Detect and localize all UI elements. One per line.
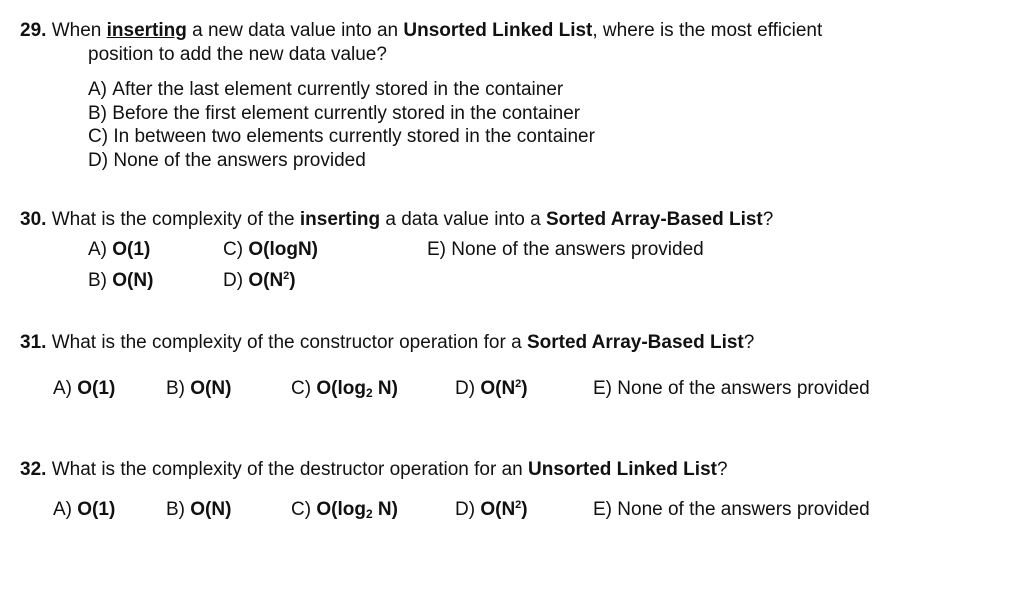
option-31-b[interactable] bbox=[166, 378, 231, 400]
option-31-e[interactable] bbox=[593, 378, 870, 400]
option-text: O(1) bbox=[77, 499, 116, 520]
stem-emphasis: Sorted Array-Based List bbox=[526, 332, 744, 353]
option-letter: D) bbox=[88, 150, 109, 171]
option-letter: C) bbox=[223, 239, 244, 260]
option-30-c[interactable] bbox=[223, 239, 318, 261]
option-letter: D) bbox=[455, 499, 476, 520]
option-letter: B) bbox=[166, 378, 185, 399]
option-29-d[interactable] bbox=[88, 150, 366, 172]
question-29-stem-line2: position to add the new data value? bbox=[88, 44, 387, 65]
stem-emphasis: Sorted Array-Based List bbox=[545, 209, 763, 230]
option-letter: D) bbox=[223, 270, 244, 291]
stem-text: What is the complexity of the destructor operation for an bbox=[46, 459, 528, 480]
option-30-e[interactable] bbox=[427, 239, 704, 261]
option-29-c[interactable] bbox=[88, 126, 595, 148]
option-letter: C) bbox=[291, 499, 312, 520]
option-letter: A) bbox=[53, 499, 72, 520]
stem-emphasis: Unsorted Linked List bbox=[528, 459, 717, 480]
option-text: O(logN) bbox=[248, 239, 318, 260]
question-32-stem bbox=[20, 459, 728, 481]
stem-emphasis: Unsorted Linked List bbox=[403, 20, 593, 41]
option-31-d[interactable] bbox=[455, 378, 528, 400]
option-text: $O(\log_2$ N) bbox=[316, 499, 398, 521]
stem-text: ? bbox=[743, 332, 755, 353]
question-number: 29. bbox=[20, 20, 47, 41]
option-30-a[interactable] bbox=[88, 239, 150, 261]
option-letter: B) bbox=[88, 103, 107, 124]
option-text: None of the answers provided bbox=[113, 150, 366, 171]
option-text: None of the answers provided bbox=[617, 378, 870, 399]
stem-text: What is the complexity of the bbox=[46, 209, 300, 230]
option-32-e[interactable] bbox=[593, 499, 870, 521]
stem-text: ? bbox=[716, 459, 728, 480]
question-number: 30. bbox=[20, 209, 47, 230]
option-text: O(N) bbox=[190, 378, 232, 399]
option-text: O(1) bbox=[112, 239, 151, 260]
option-text: O(N) bbox=[190, 499, 232, 520]
option-letter: C) bbox=[88, 126, 109, 147]
option-text: Before the first element currently stored in the container bbox=[112, 103, 581, 124]
option-32-b[interactable] bbox=[166, 499, 231, 521]
question-number: 31. bbox=[20, 332, 47, 353]
question-30-stem bbox=[20, 209, 773, 231]
stem-text: a data value into a bbox=[380, 209, 546, 230]
option-letter: A) bbox=[88, 239, 107, 260]
option-29-b[interactable] bbox=[88, 103, 580, 125]
option-text: O(1) bbox=[77, 378, 116, 399]
option-letter: C) bbox=[291, 378, 312, 399]
stem-text: ? bbox=[762, 209, 774, 230]
stem-emphasis: inserting bbox=[299, 209, 381, 230]
question-29-stem bbox=[20, 20, 822, 42]
option-letter: D) bbox=[455, 378, 476, 399]
option-text: None of the answers provided bbox=[451, 239, 704, 260]
option-text: O(N) bbox=[112, 270, 154, 291]
question-31-stem bbox=[20, 332, 754, 354]
option-32-d[interactable] bbox=[455, 499, 528, 521]
option-32-a[interactable] bbox=[53, 499, 115, 521]
option-31-c[interactable] bbox=[291, 378, 398, 400]
option-32-c[interactable] bbox=[291, 499, 398, 521]
option-letter: E) bbox=[593, 499, 612, 520]
option-letter: B) bbox=[88, 270, 107, 291]
option-text: $O(N^2)$ bbox=[480, 378, 528, 399]
option-30-d[interactable] bbox=[223, 270, 296, 292]
option-letter: E) bbox=[593, 378, 612, 399]
option-letter: B) bbox=[166, 499, 185, 520]
option-text: $O(N^2)$ bbox=[480, 499, 528, 520]
option-text: $O(\log_2$ N) bbox=[316, 378, 398, 400]
option-text: None of the answers provided bbox=[617, 499, 870, 520]
option-31-a[interactable] bbox=[53, 378, 115, 400]
option-letter: E) bbox=[427, 239, 446, 260]
stem-text: When bbox=[51, 20, 107, 41]
stem-text: , where is the most efficient bbox=[592, 20, 823, 41]
option-30-b[interactable] bbox=[88, 270, 153, 292]
option-text: After the last element currently stored in the container bbox=[112, 79, 564, 100]
question-number: 32. bbox=[20, 459, 47, 480]
option-text: In between two elements currently stored in the container bbox=[113, 126, 595, 147]
option-letter: A) bbox=[53, 378, 72, 399]
option-text: $O(N^2)$ bbox=[248, 270, 296, 291]
stem-text: What is the complexity of the constructor operation for a bbox=[46, 332, 527, 353]
stem-text: a new data value into an bbox=[186, 20, 404, 41]
option-29-a[interactable] bbox=[88, 79, 563, 101]
stem-emphasis: inserting bbox=[106, 20, 187, 41]
option-letter: A) bbox=[88, 79, 107, 100]
